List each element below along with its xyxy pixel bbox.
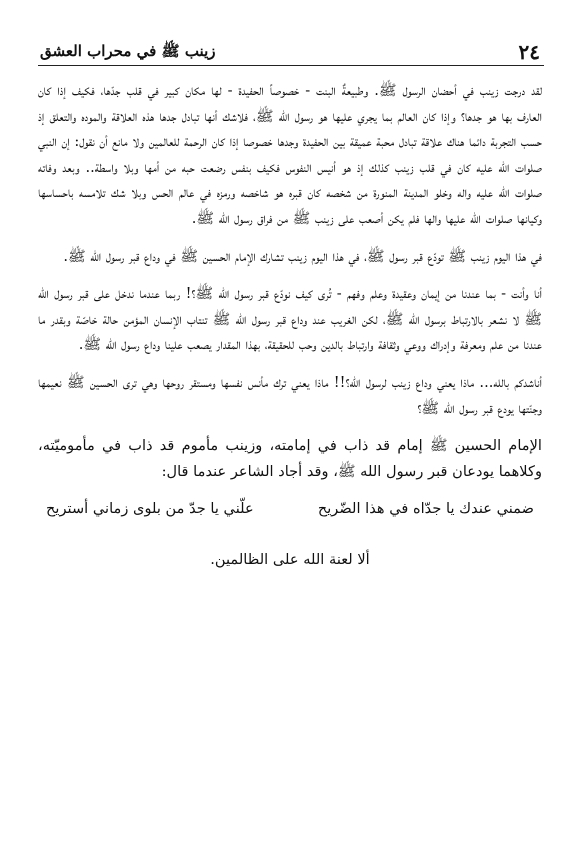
page-body: [38, 78, 542, 572]
paragraph-how-we-bid-farewell: أنا وأنت - بما عندنا من إيمان وعقيدة وعلم وفهم - تُرى كيف نودّع قبر رسول الله ﷺ؟! ربما عندما ندخل على قبر رسول الله ﷺ لا نشعر بالارتباط برسول الله ﷺ، لكن الغريب عند وداع قبر رسول الله ﷺ تنتاب الإنسان المؤمن حالة خاصّة وبقدر ما عندنا من علم ومعرفة وإدراك ووعي وثقافة وارتباط بالدين وحب للحقيقة، بهذا المقدار يصعب علينا وداع رسول الله ﷺ.: [38, 285, 542, 354]
paragraph-appeal: أناشدكم بالله... ماذا يعني وداع زينب لرسول الله؟!! ماذا يعني ترك مأنس نفسها ومستقر روحها وهي ترى الحسين ﷺ نعيمها وجنّتها يودع قبر رسول الله ﷺ؟: [38, 373, 542, 417]
poem-verse: [46, 496, 534, 521]
page-header: [40, 40, 540, 66]
paragraph-imam-and-follower: الإمام الحسين ﷺ إمام قد ذاب في إمامته، وزينب مأموم قد ذاب في مأموميّته، وكلاهما يودعان قبر رسول الله ﷺ، وقد أجاد الشاعر عندما قال:: [38, 437, 542, 480]
header-rule: [38, 65, 544, 66]
paragraph-zainab-upbringing: لقد درجت زينب في أحضان الرسول ﷺ. وطبيعةٌ البنت - خصوصاً الحفيدة - لها مكان كبير في قلب جدّها، فكيف إذا كان العارف بها هو جدها؟ وإذا كان العالم بما يجري عليها هو رسول الله ﷺ، فلاشك أنها تبادل جدها هذه العلاقة والموده والتعلق إذ حسب التجربة دائما هناك علاقة تبادل محبة عميقة بين الحفيدة وجدها خصوصا إذا كان الرحمة للعالمين ولا مانع أن نقول: إن النبي صلوات الله عليه كان في قلب زينب كذلك إذ هو أنيس النفوس فكيف بنفس رضعت حبه من أمها وبلا واسطة.. وبعد وفاته صلوات الله عليه واله وخلو المدينة المنورة من شخصه كان قبره هو شاخصه ورمزه في عالم الحس وبلا شك تلامسه باحساسها وكيانها صلوات الله عليها والها فلم يكن أصعب على زينب ﷺ من فراق رسول الله ﷺ.: [38, 82, 542, 227]
poem-first-hemistich: ضمني عندك يا جدّاه في هذا الضّريح: [317, 500, 534, 518]
closing-line: ألا لعنة الله على الظالمين.: [210, 551, 370, 569]
poem-second-hemistich: علّني يا جدّ من بلوى زماني أستريح: [46, 500, 254, 518]
page-number: ٢٤: [518, 40, 540, 64]
running-title: زينب ﷺ في محراب العشق: [40, 42, 216, 60]
paragraph-farewell-day: في هذا اليوم زينب ﷺ تودّع قبر رسول ﷺ، في هذا اليوم زينب تشارك الإمام الحسين ﷺ في وداع قبر رسول الله ﷺ.: [63, 247, 542, 265]
